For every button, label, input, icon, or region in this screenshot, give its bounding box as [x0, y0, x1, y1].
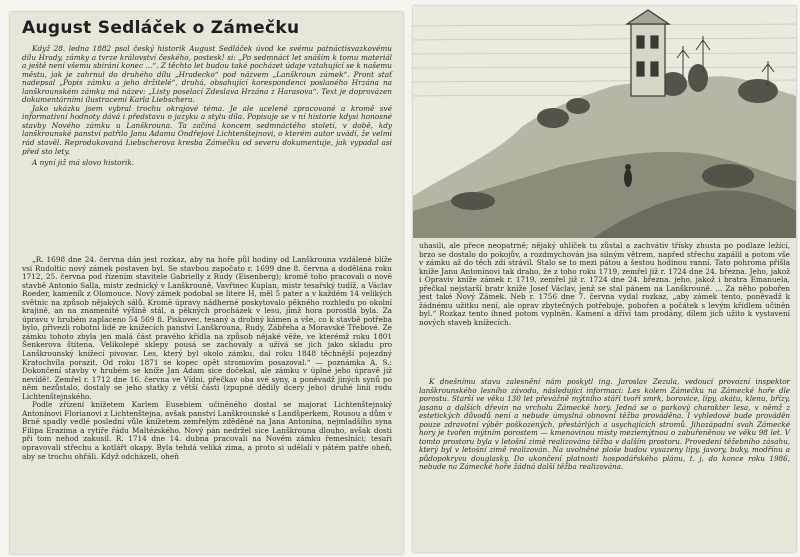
- continuation-text: [419, 242, 790, 327]
- body-paragraph: Podle zřízení knížetem Karlem Eusebiem učiněného dostal se majorat Lichtenštejnský Antonínovi Florianovi z Lichtenštejna, avšak panství Lanškrounské s Landšperkem, Rousou a dům v Brně spadly vedlé poslední vůle knížetem zemřelým zděděné na Jana Antonína, nejmladšího syna Filipa Erazima a rytíře řádu Maltézského. Nový pán nedržel sice Lanškrouna dlouho, avšak dosti při tom nehod zakusil. R. 1714 dne 14. dubna pracovali na Novém zámku řemeslníci; tesaři opravovali střechu a kotlářt okapy. Byla tehdá veliká zima, a proto si udělali v pátém patře oheň, aby se trochu ohřáli. Když odcházeli, oheň: [22, 400, 392, 461]
- article-clipping-left: [10, 12, 403, 554]
- body-paragraph: „R. 1698 dne 24. června dán jest rozkaz, aby na hoře půl hodiny od Lanškrouna vzdálené blíže vsi Rudoltic nový zámek postaven byl. Se stavbou započato r. 1699 dne 8. června a dodělána roku 1712, 25. června pod řízením stavitele Gabrielly z Rudy (Eisenberg); kromě toho pracovali o nové stavbě Antonio Salla, mistr zednický v Lanškrouně, Vavřinec Kuplan, mistr tesařský tudíž, a Václav Roeder, kameník z Olomouce. Nový zámek podobal se litere H, měl 5 pater a v každém 14 velikých světnic na způsob nějakých sálů. Kromě úpravy nádherné poskytovalo pěkného rozhledu po okolní krajině, an na znamenité výšině stál, a pěkných procházek v lesu, jímž hora porostlá byla. Za úpravu v hrubém zaplaceno 54 569 fl. Piskovec, tesaný a drobný kámen a vše, co k stavbě potřeba bylo, přivezli robotní lidé ze knížecích panství Lanškrouna, Rudy, Zábřeha a Moravské Třebové. Ze zámku tohoto zbyla jen malá část pravého křídla na způsob nějaké věže, ve kterémž roku 1801 Šenkerova štítena. Velikolepé sklepy pousá se zachovaly a užívá se jich jako skladu pro Lanškrounský knížecí pivovar. Les, který byl okolo zámku, dal roku 1848 těchnější pojezdný Kratochvíla porazit. Od roku 1871 se kopec opět stromovím posazoval.“ — poznámka A. S.: Dokončení stavby v hrubém se kníže Jan Adam sice dočekal, ale zámku v úplné jeho úpravě již nevídě!. Zemřel r. 1712 dne 16. června ve Vídni, přečkav oba své syny, a poněvadž jiných synů po něm nezůstalo, dostaly se jeho statky z větší části (zpupné dědily dcery jeho) druhé linii rodu Lichtenštejnského.: [22, 255, 392, 401]
- zamecek-illustration: [413, 6, 796, 238]
- intro-text: [22, 45, 392, 168]
- tower-ruin: [627, 10, 669, 96]
- intro-paragraph: Jako ukázku jsem vybral trochu okrajové téma. Je ale ucelené zpracované a kromě své informativní hodnoty dává i představu o jazyku a stylu díla. Popisuje se v ní historie kdysi honosné stavby Nového zámku u Lanškrouna. Ta začíná koncem sedmnáctého století, v době, kdy lanškrounské panství patřilo Janu Adamu Ondřejovi Lichtenštejnovi, o kterém autor uvádí, že velmi rád stavěl. Reprodukovaná Liebscherova kresba Zámečku od severu dokumentuje, jak vypadal asi před sto lety.: [22, 103, 392, 156]
- article-title: August Sedláček o Zámečku: [22, 18, 300, 38]
- body-paragraph: uhasili, ale přece neopatrně; nějaký uhlíček tu zůstal a zachvátiv třísky zhusta po podlaze ležící, brzo se dostalo do pokojův, a rozdmychován jsa silným větrem, napřed střechu zapálil a potom vše v zámku až do těch zdí strávil. Stalo se to mezi pátou a šestou hodinou ranní. Tato pohroma přišla kníže Janu Antonínovi tak draho, že z toho roku 1719, zemřel již r. 1724 dne 24. března. Jeho, jakož i Opraviv kníže zámek r. 1719, zemřel již r. 1724 dne 24. března. jeho, jakož i bratra Emanuela, přečkal nejstarší bratr kníže Josef Václav, jenž se stal pánem na Lanškrouně. ... Za něho pobořen jest také Nový Zámek. Neb r. 1756 dne 7. června vydal rozkaz, „aby zámek tento, poněvadž k žádnému užitku není, ale oprav zbytečných potřebuje, pobořen a počátek s levým křídlem učiněn byl.“ Rozkaz tento ihned potom vyplněn. Kamení a dříví tam prodány, dílem jich užito k vystavení nových staveb knížecích.: [419, 241, 790, 327]
- lead-in: A nyní již má slovo historik.: [32, 158, 135, 168]
- intro-paragraph: Když 28. ledna 1882 psal český historik August Sedláček úvod ke svému patnáctisvazkovému dílu Hrady, zámky a tvrze království českého, postesk! si: „Po sedmnáct let snáším k tomu materiál a ještě není všemu sbírání konec ...“. Z těchto let budou také pocházet údaje vztahující se k našemu městu, jak je zahrnul do druhého dílu „Hradecko“ pod názvem „Lanškroun zámek“. Pront stať nadepsal „Popis zámku a jeho držitelé“, druhá, obsahující korespondenci poslaného Hrzána na lanškrounském zámku má název: „Listy poselací Zdeslava Hrzána z Harasova“. Text je doprovázen dokumentárními ilustracemi Karla Liebschera.: [22, 44, 392, 105]
- historian-text: [22, 256, 392, 461]
- note-paragraph: K dnešnímu stavu zalesnění nám poskytl ing. Jaroslav Zezula, vedoucí provozní inspektor lanškrounského lesního závodu, následující informaci: Les kolem Zámečku na Zámecké hoře dle porostu. Starší ve věku 130 let převážně mýtního stáří tvoří smrk, borovice, lípy, akátu, klenu, břízy, jasanu a dalších dřevin na vrcholu Zámecké hory. Jedná se o parkový charakter lesa, v němž z estetických důvodů není a nebude úmyslná obnovní těžba prováděna. I vyhledové bude prováděn pouze zdravotní výběr poškozených, přestárlých a usychajících stromů. Jihozápadní svah Zámecké hory je tvořen mýtním porostem — kmenovinou místy meziemýtnou o zabuřeněnou ve věku 98 let. V tomto prostoru byla v letošní zimě realizována těžba v dalším prostoru. Provedení těžebního zásahu, který byl v letošní zimě realizován. Na uvolněné ploše budou vysazeny lípy, javory, buky, modřínu a půdopokryvu douglasky. Do ukončení platnosti hospodářského plánu, t. j. do konce roku 1986, nebude na Zámecké hoře žádná další těžba realizována.: [419, 377, 790, 472]
- article-clipping-right: [413, 6, 796, 552]
- forestry-note: [419, 378, 790, 472]
